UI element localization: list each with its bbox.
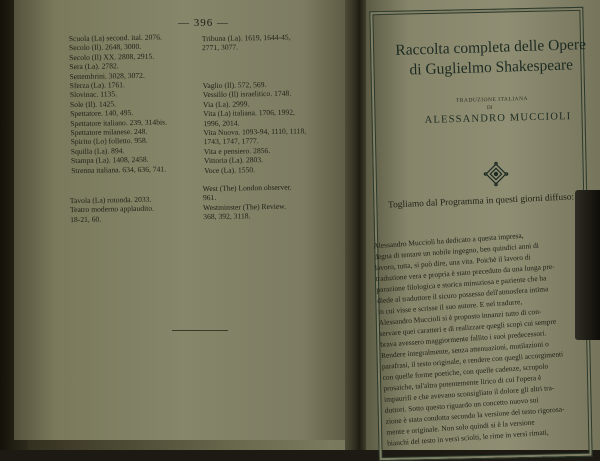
intro-line: Togliamo dal Programma in questi giorni diffuso:: [387, 192, 575, 211]
index-entry: Spettatore italiano. 239, 314bis.: [70, 117, 168, 128]
index-entry: Slovinac. 1135.: [69, 89, 118, 100]
ornament-icon: [483, 161, 509, 187]
title-line-2: di Guglielmo Shakespeare: [409, 56, 574, 79]
index-entry: Voce (La). 1550.: [204, 164, 256, 175]
title-line-1: Raccolta completa delle Opere: [395, 36, 587, 59]
page-number: — 396 —: [178, 17, 229, 29]
end-rule: [172, 330, 228, 331]
index-column-a: [69, 32, 201, 175]
index-entry: Spettatore milanese. 248.: [70, 126, 148, 138]
index-entry: Secolo (Il) XX. 2808, 2915.: [69, 51, 155, 62]
index-entry: Settembrini. 3028, 3072.: [69, 70, 145, 81]
index-entry: Strenna italiana. 634, 636, 741.: [71, 164, 167, 175]
book-title: [385, 35, 596, 82]
index-entry: Tribuna (La). 1619, 1644-45, 2771, 3077.: [201, 32, 291, 53]
index-entry: West (The) London observer. 961.: [202, 182, 292, 203]
body-paragraph: Alessandro Muccioli ha dedicato a questa impresa, degna di tentare un nobile ingegno, ben quindici anni di lavoro, tutta, si può dire, una vita. Poichè il lavoro di traduzione vera e propria è stato preceduto da una lunga pre- parazione filologica e storica minuziosa e paziente che ha diede al traduttore il sicuro possesso dell'atmosfera intima in cui visse e scrisse il suo autore. E nel tradurre, Alessandro Muccioli si è proposto innanzi tutto di con- servare quei caratteri e di realizzare quegli scopi cui sempre brava avessero maggiormente fallito i suoi predecessori. Rendere integralmente, senza attenuazioni, mutilazioni o parafrasi, il testo originale, e rendere con quegli accorgimenti con quelle forme poetiche, con quelle cadenze, scrupolo prosaiche, tal'altra potentemente lirico di cui l'opera è impaurifi e che avevano sconsigliato il dolore gli altri tra- duttori. Sotto questo riguardo un concetto nuovo sui zione è stata condotta secondo la versione del testo rigorosa- mente e originale. Non solo quindi si è la versione bianchi del testo in versi sciolti, le rime in versi rimati,: [373, 230, 565, 448]
index-entry: Sole (Il). 1425.: [69, 99, 117, 109]
index-entry: Tavola (La) rotonda. 2033.: [69, 194, 152, 206]
translation-label: TRADUZIONE ITALIANA: [455, 96, 529, 104]
di-label: DI: [487, 106, 493, 111]
index-column-b: [202, 32, 334, 175]
index-entry: Vita (La) italiana. 1706, 1992, 1996, 2014.: [203, 107, 295, 128]
index-column-a-bottom: [70, 194, 200, 224]
author-name: ALESSANDRO MUCCIOLI: [424, 111, 572, 126]
index-entry: Spettatore. 140, 495.: [70, 108, 134, 119]
index-entry: Teatro moderno applaudito. 18-21, 60.: [69, 204, 155, 224]
index-entry: Vaglio (Il). 572, 569.: [202, 80, 267, 91]
index-entry: Stampa (La). 1408, 2458.: [70, 155, 149, 166]
index-column-b-bottom: [203, 182, 334, 222]
book-strap: [575, 190, 600, 340]
index-entry: Westminster (The) Review. 368, 392, 3118.: [203, 201, 287, 222]
index-entry: Secolo (Il). 2648, 3000.: [68, 42, 142, 53]
index-entry: Vita e pensiero. 2856.: [203, 145, 271, 156]
index-entry: Vessillo (Il) israelitico. 1748.: [202, 88, 292, 100]
index-entry: Sera (La). 2782.: [69, 61, 119, 72]
index-entry: Via (La). 2999.: [202, 99, 250, 109]
index-entry: Sferza (La). 1761.: [69, 80, 125, 91]
index-entry: Squilla (La). 894.: [70, 146, 125, 157]
index-entry: Scuola (La) second. ital. 2076.: [68, 32, 162, 44]
index-entry: Vittoria (La). 2803.: [203, 155, 264, 166]
index-entry: Vita Nuova. 1093-94, 1110, 1118, 1743, 1747, 1777.: [203, 126, 307, 147]
index-entry: Spirito (Lo) folletto. 958.: [70, 136, 148, 147]
